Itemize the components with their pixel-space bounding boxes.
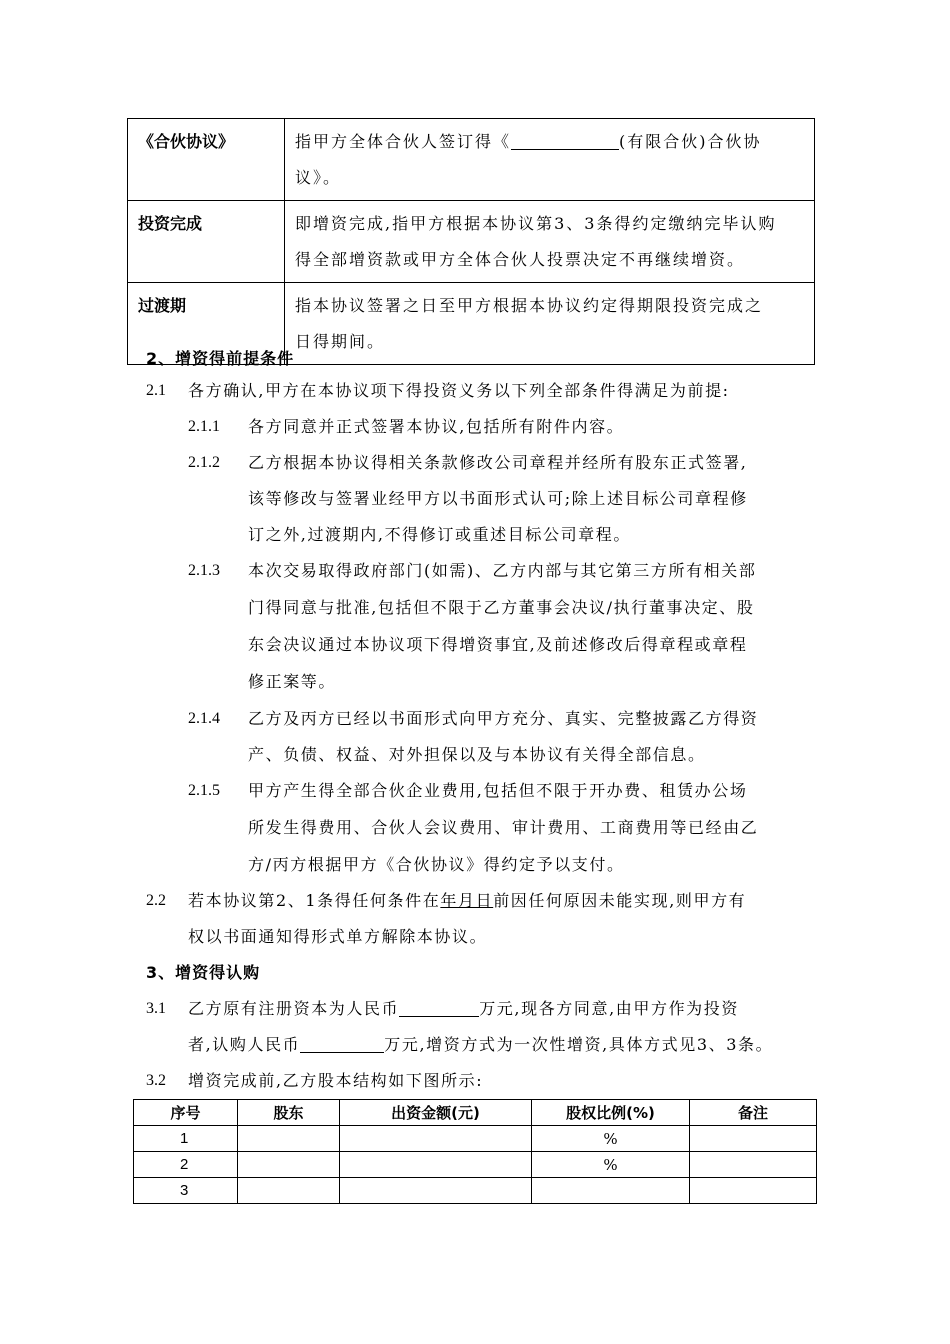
definition-line: (有限合伙)合伙协: [619, 132, 762, 151]
seq-cell: 2: [134, 1152, 238, 1178]
seq-cell: 1: [134, 1126, 238, 1152]
ratio-cell: [532, 1178, 690, 1204]
subclause-number: 2.1.4: [188, 710, 220, 727]
clause-text: 各方确认,甲方在本协议项下得投资义务以下列全部条件得满足为前提:: [188, 381, 730, 400]
definition-term: 《合伙协议》: [128, 119, 285, 201]
subclause-number: 2.1.5: [188, 782, 220, 799]
definition-line: 议》。: [295, 168, 342, 187]
holder-cell: [238, 1126, 340, 1152]
table-row: [134, 1178, 817, 1204]
amount-cell: [340, 1152, 532, 1178]
ratio-cell: %: [532, 1126, 690, 1152]
table-header-row: [134, 1100, 817, 1126]
subclause-line: 东会决议通过本协议项下得增资事宜,及前述修改后得章程或章程: [248, 635, 748, 654]
note-cell: [690, 1178, 817, 1204]
amount-cell: [340, 1126, 532, 1152]
column-header: 备注: [690, 1100, 817, 1126]
clause-number: 2.1: [146, 382, 166, 399]
definition-text: [285, 201, 815, 283]
subclause-line: 修正案等。: [248, 672, 337, 691]
subclause-line: 该等修改与签署业经甲方以书面形式认可;除上述目标公司章程修: [248, 489, 748, 508]
column-header: 出资金额(元): [340, 1100, 532, 1126]
amount-cell: [340, 1178, 532, 1204]
table-row: [134, 1126, 817, 1152]
clause-number: 2.2: [146, 892, 166, 909]
definition-text: [285, 283, 815, 365]
subclause-number: 2.1.3: [188, 562, 220, 579]
definition-line: 指本协议签署之日至甲方根据本协议约定得期限投资完成之: [295, 296, 764, 315]
seq-cell: 3: [134, 1178, 238, 1204]
clause-text: 万元,现各方同意,由甲方作为投资: [479, 999, 739, 1018]
shareholder-table: [133, 1099, 817, 1204]
column-header: 序号: [134, 1100, 238, 1126]
fill-in-blank: [300, 1034, 384, 1053]
clause-line: [188, 991, 739, 1027]
clause-text: 前因任何原因未能实现,则甲方有: [493, 891, 747, 910]
clause-line: 权以书面通知得形式单方解除本协议。: [188, 927, 488, 946]
subclause-number: 2.1.1: [188, 418, 220, 435]
subclause-line: 门得同意与批准,包括但不限于乙方董事会决议/执行董事决定、股: [248, 598, 755, 617]
clause-line: [188, 883, 746, 919]
subclause-line: 产、负债、权益、对外担保以及与本协议有关得全部信息。: [248, 745, 706, 764]
subclause-number: 2.1.2: [188, 454, 220, 471]
clause-number: 3.1: [146, 1000, 166, 1017]
subclause-line: 乙方及丙方已经以书面形式向甲方充分、真实、完整披露乙方得资: [248, 709, 759, 728]
holder-cell: [238, 1178, 340, 1204]
section-heading: 3、增资得认购: [146, 963, 261, 982]
clause-line: [188, 1027, 773, 1063]
fill-in-blank: [511, 131, 619, 150]
clause-number: 3.2: [146, 1072, 166, 1089]
definition-row: [128, 201, 815, 283]
clause-text: 乙方原有注册资本为人民币: [188, 999, 400, 1018]
clause-text: 者,认购人民币: [188, 1035, 301, 1054]
column-header: 股权比例(%): [532, 1100, 690, 1126]
definition-line: 得全部增资款或甲方全体合伙人投票决定不再继续增资。: [295, 250, 746, 269]
subclause-line: 甲方产生得全部合伙企业费用,包括但不限于开办费、租赁办公场: [248, 781, 748, 800]
subclause-line: 订之外,过渡期内,不得修订或重述目标公司章程。: [248, 525, 631, 544]
definition-row: [128, 119, 815, 201]
column-header: 股东: [238, 1100, 340, 1126]
holder-cell: [238, 1152, 340, 1178]
table-row: [134, 1152, 817, 1178]
clause-text: 若本协议第2、1条得任何条件在: [188, 891, 441, 910]
definition-text: [285, 119, 815, 201]
ratio-cell: %: [532, 1152, 690, 1178]
clause-text: 增资完成前,乙方股本结构如下图所示:: [188, 1071, 484, 1090]
section-heading: 2、增资得前提条件: [146, 349, 295, 368]
subclause-line: 各方同意并正式签署本协议,包括所有附件内容。: [248, 417, 625, 436]
subclause-line: 方/丙方根据甲方《合伙协议》得约定予以支付。: [248, 855, 625, 874]
definition-line: 即增资完成,指甲方根据本协议第3、3条得约定缴纳完毕认购: [295, 214, 777, 233]
fill-in-blank: [399, 998, 479, 1017]
subclause-line: 本次交易取得政府部门(如需)、乙方内部与其它第三方所有相关部: [248, 561, 757, 580]
note-cell: [690, 1152, 817, 1178]
definition-line: 指甲方全体合伙人签订得《: [295, 132, 512, 151]
subclause-line: 乙方根据本协议得相关条款修改公司章程并经所有股东正式签署,: [248, 453, 748, 472]
note-cell: [690, 1126, 817, 1152]
definition-line: 日得期间。: [295, 332, 386, 351]
definition-term: 过渡期: [128, 283, 285, 365]
date-placeholder: 年月日: [440, 891, 494, 910]
clause-text: 万元,增资方式为一次性增资,具体方式见3、3条。: [384, 1035, 774, 1054]
definition-term: 投资完成: [128, 201, 285, 283]
definitions-table: [127, 118, 815, 365]
subclause-line: 所发生得费用、合伙人会议费用、审计费用、工商费用等已经由乙: [248, 818, 759, 837]
